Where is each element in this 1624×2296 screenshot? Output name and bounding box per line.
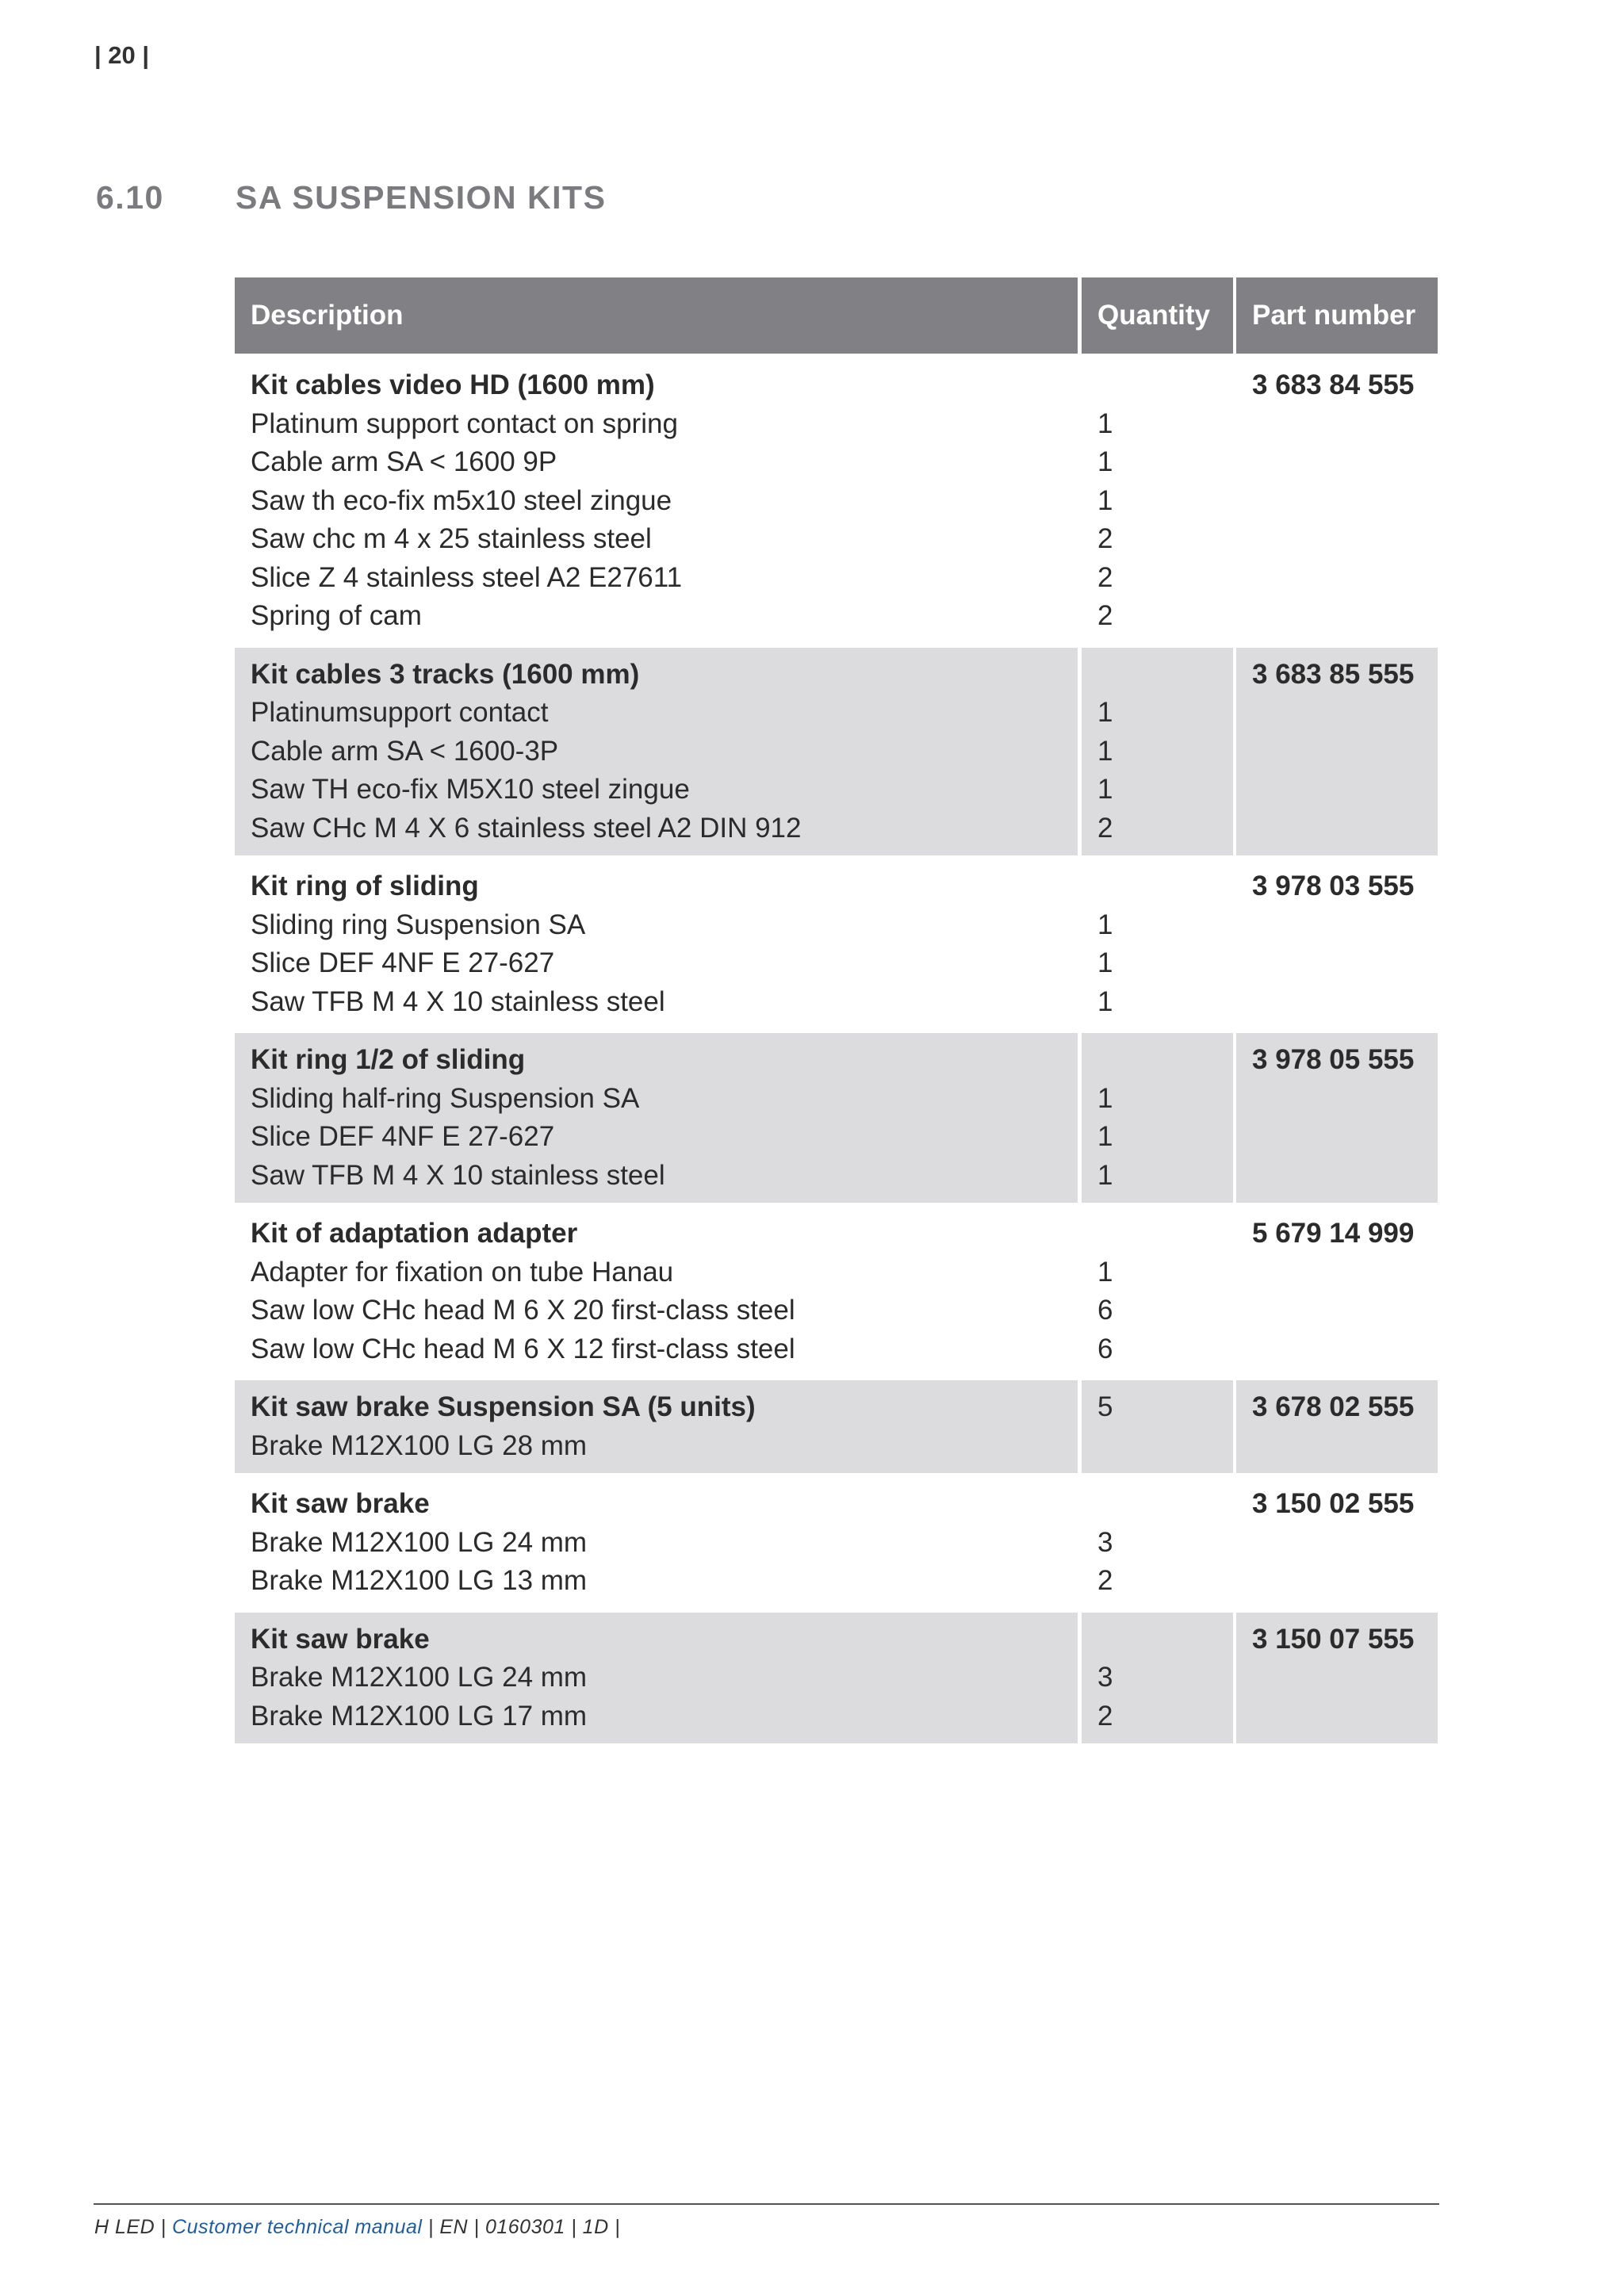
section-title: SA SUSPENSION KITS — [236, 179, 607, 216]
item-description: Sliding ring Suspension SA — [251, 909, 586, 940]
kit-title: Kit saw brake Suspension SA (5 units) — [251, 1391, 756, 1422]
kit-quantity-cell — [1082, 648, 1233, 856]
item-description: Brake M12X100 LG 28 mm — [251, 1429, 588, 1461]
section-heading — [96, 179, 606, 216]
part-number: 3 978 03 555 — [1252, 871, 1415, 901]
kit-quantity-cell — [1082, 1380, 1233, 1473]
kit-title-quantity — [1097, 656, 1233, 695]
table-body — [235, 358, 1438, 1743]
item-quantity: 2 — [1097, 812, 1113, 844]
item-description: Saw th eco-fix m5x10 steel zingue — [251, 484, 672, 516]
kit-part-number-cell — [1236, 648, 1438, 856]
kit-title-quantity: 5 — [1097, 1391, 1113, 1422]
item-description: Cable arm SA < 1600-3P — [251, 735, 559, 767]
kit-description-cell — [235, 859, 1078, 1029]
kit-quantity-cell — [1082, 1477, 1233, 1609]
kit-part-number-cell — [1236, 1613, 1438, 1744]
part-number: 3 678 02 555 — [1252, 1391, 1415, 1422]
header-quantity: Quantity — [1082, 277, 1233, 354]
kit-title-quantity — [1097, 1215, 1233, 1253]
item-quantity: 1 — [1097, 1256, 1113, 1288]
item-description: Slice Z 4 stainless steel A2 E27611 — [251, 561, 683, 593]
item-description: Saw TFB M 4 X 10 stainless steel — [251, 1159, 665, 1191]
item-quantity: 3 — [1097, 1662, 1113, 1693]
parts-table — [235, 277, 1438, 1747]
item-quantity: 1 — [1097, 735, 1113, 767]
kit-part-number-cell — [1236, 1033, 1438, 1203]
header-part-number: Part number — [1236, 277, 1438, 354]
kit-title-quantity — [1097, 1485, 1233, 1524]
kit-description-cell — [235, 1033, 1078, 1203]
item-quantity: 1 — [1097, 1082, 1113, 1114]
item-quantity: 1 — [1097, 774, 1113, 805]
kit-title-quantity — [1097, 1041, 1233, 1080]
item-description: Brake M12X100 LG 24 mm — [251, 1662, 588, 1693]
table-row — [235, 1033, 1438, 1203]
item-quantity: 1 — [1097, 697, 1113, 728]
footer-product: H LED — [94, 2216, 155, 2238]
item-quantity — [1097, 1427, 1233, 1466]
footer-rule — [94, 2203, 1439, 2205]
kit-title: Kit ring 1/2 of sliding — [251, 1044, 526, 1075]
item-description: Saw TFB M 4 X 10 stainless steel — [251, 985, 665, 1017]
item-description: Sliding half-ring Suspension SA — [251, 1082, 640, 1114]
item-quantity: 1 — [1097, 484, 1113, 516]
kit-part-number-cell — [1236, 1477, 1438, 1609]
item-description: Brake M12X100 LG 24 mm — [251, 1526, 588, 1558]
footer — [94, 2216, 620, 2239]
kit-part-number-cell — [1236, 859, 1438, 1029]
kit-description-cell — [235, 1380, 1078, 1473]
item-quantity: 1 — [1097, 985, 1113, 1017]
kit-title: Kit saw brake — [251, 1488, 430, 1519]
item-description: Saw low CHc head M 6 X 12 first-class steel — [251, 1333, 795, 1364]
kit-quantity-cell — [1082, 1613, 1233, 1744]
table-row — [235, 648, 1438, 856]
item-quantity: 1 — [1097, 446, 1113, 477]
part-number: 5 679 14 999 — [1252, 1218, 1415, 1249]
item-description: Saw TH eco-fix M5X10 steel zingue — [251, 774, 690, 805]
item-description: Saw low CHc head M 6 X 20 first-class steel — [251, 1295, 795, 1326]
kit-description-cell — [235, 1477, 1078, 1609]
item-description: Slice DEF 4NF E 27-627 — [251, 947, 555, 978]
page-number: | 20 | — [94, 41, 150, 69]
item-description: Brake M12X100 LG 13 mm — [251, 1565, 588, 1596]
item-description: Cable arm SA < 1600 9P — [251, 446, 557, 477]
kit-quantity-cell — [1082, 1207, 1233, 1376]
kit-title-quantity — [1097, 867, 1233, 906]
section-number: 6.10 — [96, 179, 164, 216]
kit-description-cell — [235, 358, 1078, 644]
kit-quantity-cell — [1082, 1033, 1233, 1203]
item-quantity: 3 — [1097, 1526, 1113, 1558]
item-description: Adapter for fixation on tube Hanau — [251, 1256, 674, 1288]
table-row — [235, 1207, 1438, 1376]
item-quantity: 2 — [1097, 1700, 1113, 1732]
kit-quantity-cell — [1082, 358, 1233, 644]
item-quantity: 1 — [1097, 909, 1113, 940]
table-row — [235, 358, 1438, 644]
part-number: 3 150 07 555 — [1252, 1623, 1415, 1655]
kit-title-quantity — [1097, 366, 1233, 405]
item-description: Platinumsupport contact — [251, 697, 549, 728]
item-quantity: 1 — [1097, 408, 1113, 439]
kit-title: Kit cables 3 tracks (1600 mm) — [251, 658, 640, 690]
item-quantity: 2 — [1097, 523, 1113, 554]
table-row — [235, 859, 1438, 1029]
kit-description-cell — [235, 648, 1078, 856]
part-number: 3 150 02 555 — [1252, 1488, 1415, 1519]
table-row — [235, 1380, 1438, 1473]
item-description: Saw chc m 4 x 25 stainless steel — [251, 523, 652, 554]
table-row — [235, 1477, 1438, 1609]
item-quantity: 2 — [1097, 1565, 1113, 1596]
kit-part-number-cell — [1236, 358, 1438, 644]
item-quantity: 2 — [1097, 600, 1113, 631]
kit-title: Kit cables video HD (1600 mm) — [251, 369, 655, 400]
item-description: Spring of cam — [251, 600, 422, 631]
item-description: Saw CHc M 4 X 6 stainless steel A2 DIN 912 — [251, 812, 802, 844]
item-quantity: 6 — [1097, 1333, 1113, 1364]
table-row — [235, 1613, 1438, 1744]
kit-description-cell — [235, 1207, 1078, 1376]
item-quantity: 1 — [1097, 947, 1113, 978]
kit-quantity-cell — [1082, 859, 1233, 1029]
kit-title: Kit saw brake — [251, 1623, 430, 1655]
item-description: Brake M12X100 LG 17 mm — [251, 1700, 588, 1732]
kit-part-number-cell — [1236, 1380, 1438, 1473]
kit-title: Kit ring of sliding — [251, 871, 479, 901]
item-quantity: 1 — [1097, 1121, 1113, 1152]
kit-title: Kit of adaptation adapter — [251, 1218, 578, 1249]
item-description: Slice DEF 4NF E 27-627 — [251, 1121, 555, 1152]
part-number: 3 683 84 555 — [1252, 369, 1415, 400]
kit-description-cell — [235, 1613, 1078, 1744]
part-number: 3 978 05 555 — [1252, 1044, 1415, 1075]
footer-manual-title: Customer technical manual — [172, 2216, 423, 2238]
kit-title-quantity — [1097, 1621, 1233, 1659]
item-description: Platinum support contact on spring — [251, 408, 678, 439]
header-description: Description — [235, 277, 1078, 354]
part-number: 3 683 85 555 — [1252, 658, 1415, 690]
footer-separator: | — [155, 2216, 173, 2238]
table-header-row — [235, 277, 1438, 354]
item-quantity: 1 — [1097, 1159, 1113, 1191]
kit-part-number-cell — [1236, 1207, 1438, 1376]
item-quantity: 2 — [1097, 561, 1113, 593]
item-quantity: 6 — [1097, 1295, 1113, 1326]
footer-details: | EN | 0160301 | 1D | — [422, 2216, 621, 2238]
